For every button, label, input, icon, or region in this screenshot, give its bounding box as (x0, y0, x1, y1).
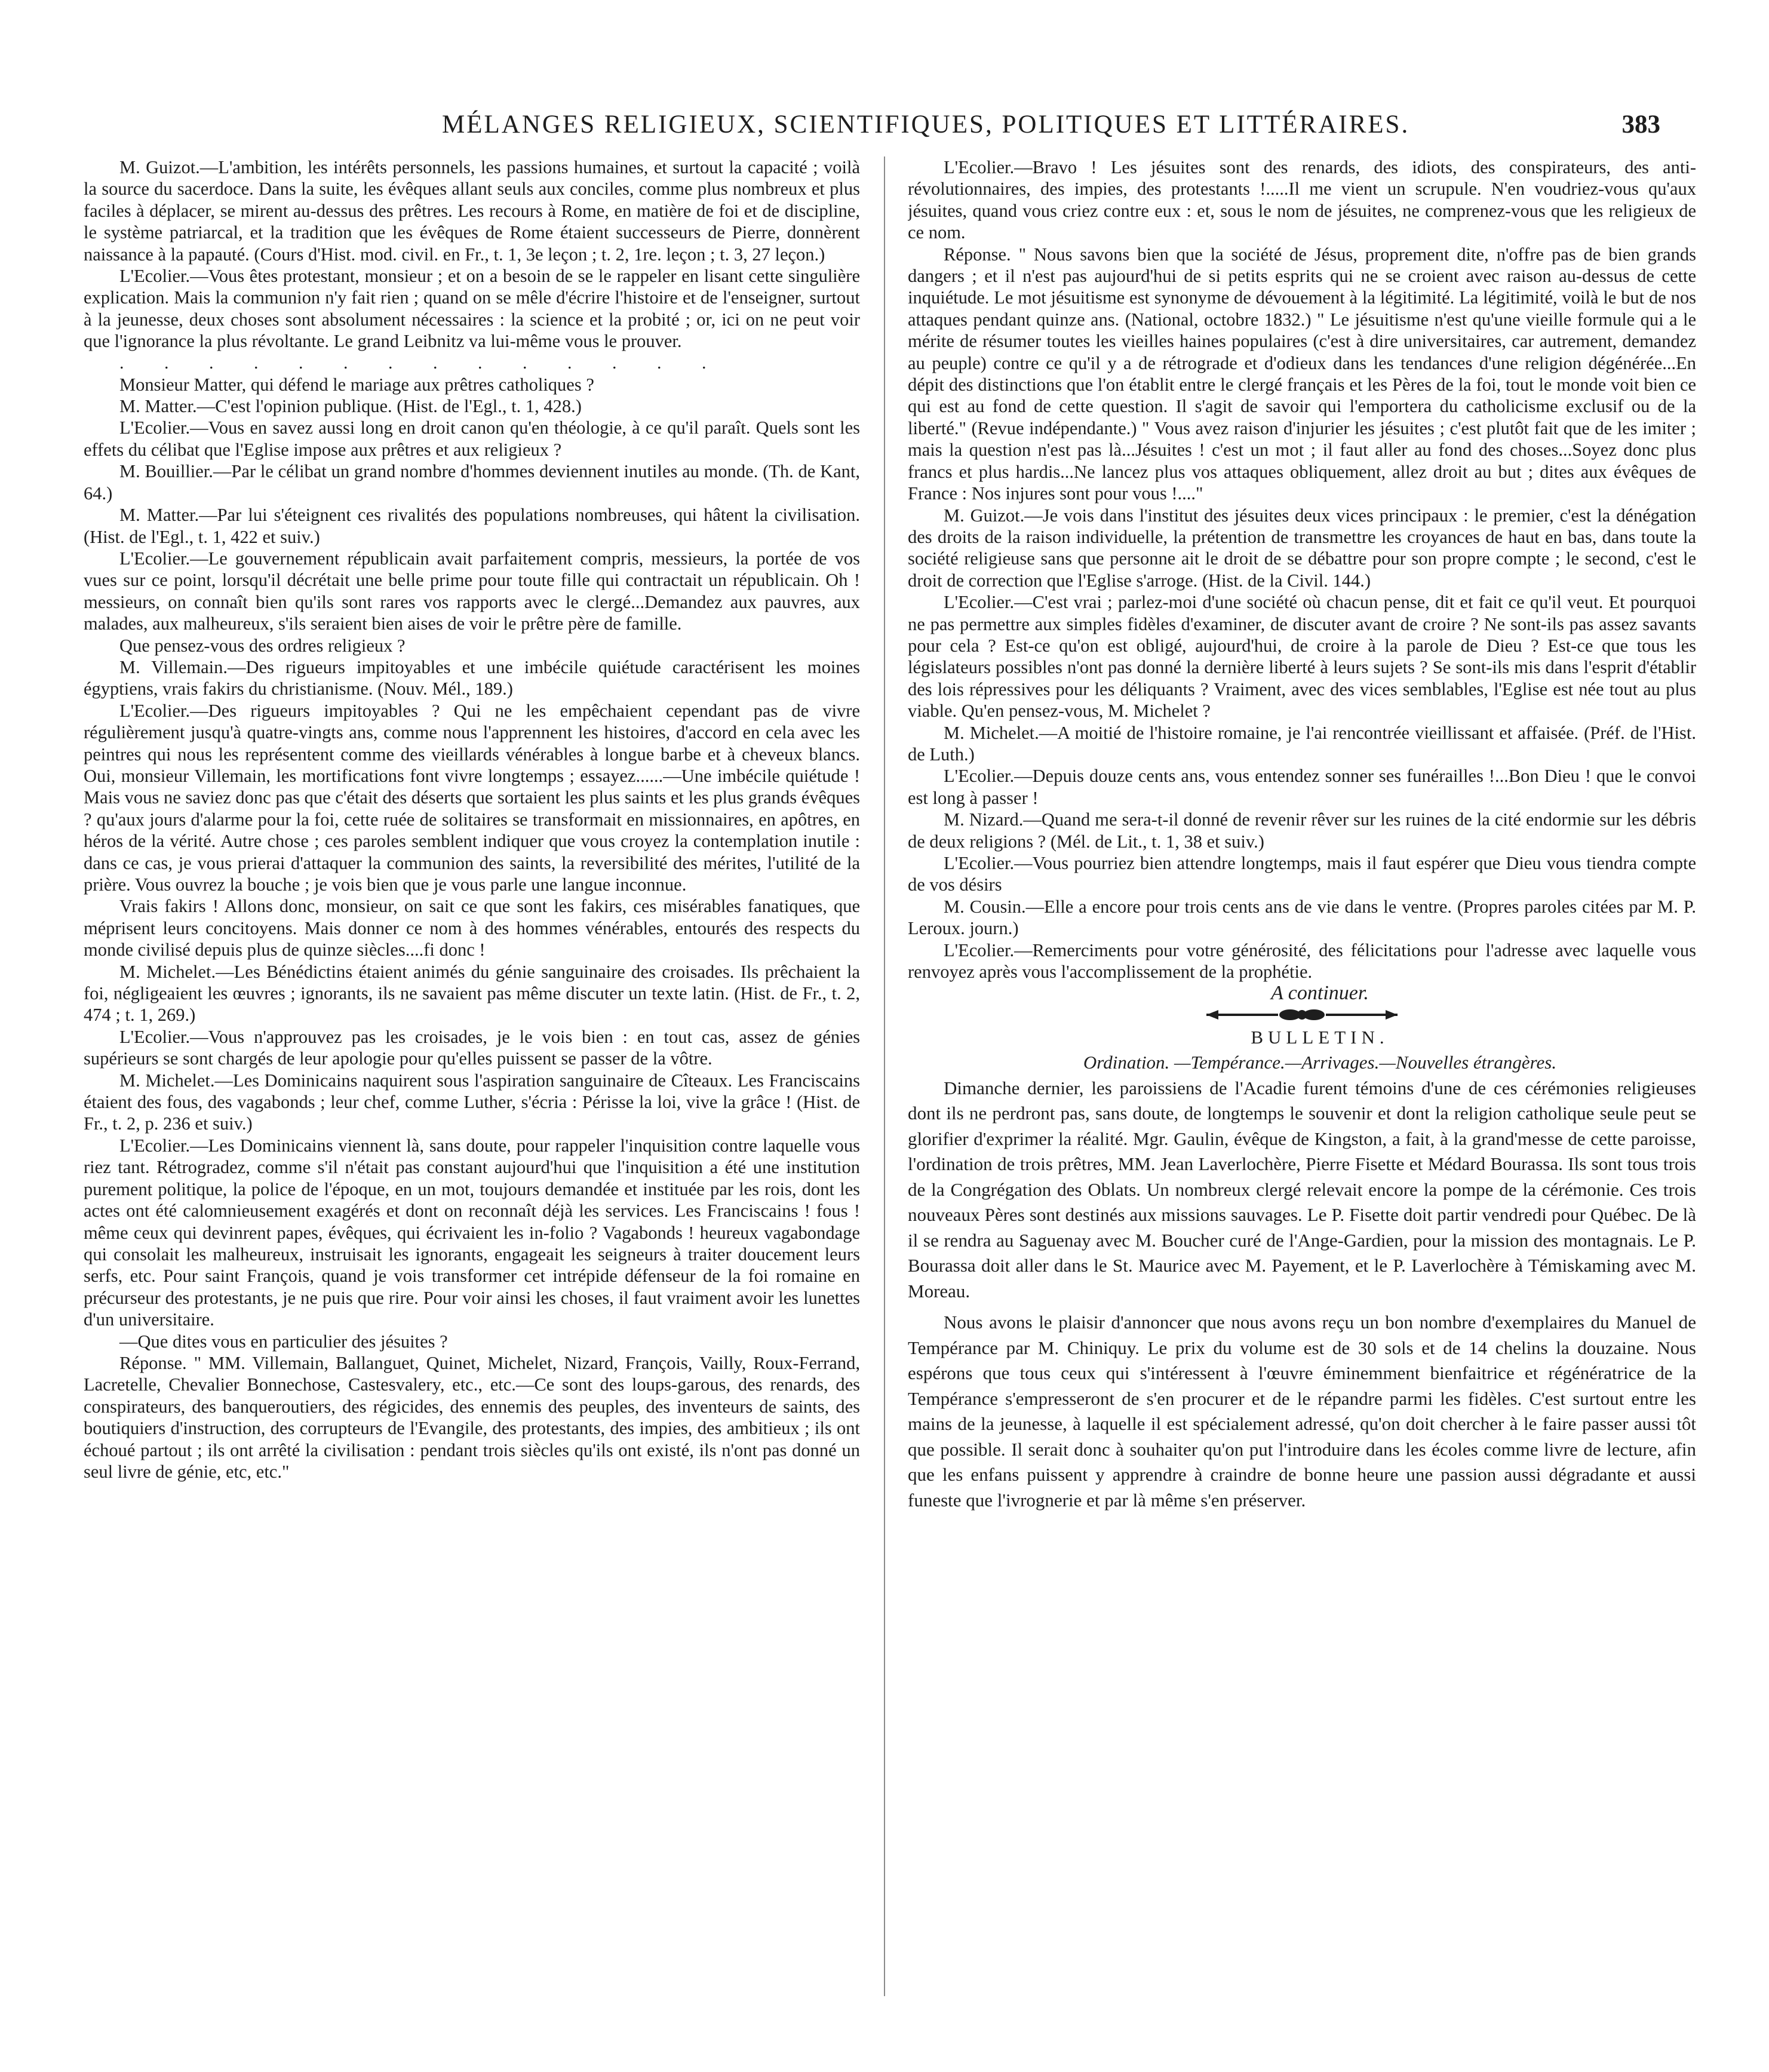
paragraph: L'Ecolier.—Des rigueurs impitoyables ? Qui ne les empêchaient cependant pas de vivre régulièrement jusqu'à quatre-vingts ans, comme nous l'apprennent les histoires, d'accord en cela avec les peintres qui nous les représentent comme des vieillards vénérables à longue barbe et à cheveux blancs. Oui, monsieur Villemain, les mortifications font vivre longtemps ; essayez......—Une imbécile quiétude ! Mais vous ne saviez donc pas que c'était des déserts que sortaient les plus saints et les plus grands évêques ? qu'aux jours d'alarme pour la foi, cette ruée de solitaires se transformait en missionnaires, en apôtres, en héros de la vérité. Autre chose ; ces paroles semblent indiquer que vous croyez la contemplation inutile : dans ce cas, je vous prierai d'attaquer la communion des saints, la reversibilité des mérites, l'utilité de la prière. Vous ouvrez la bouche ; je vois bien que je vous parle une langue inconnue. (84, 700, 860, 895)
paragraph: L'Ecolier.—Depuis douze cents ans, vous entendez sonner ses funérailles !...Bon Dieu ! que le convoi est long à passer ! (908, 766, 1696, 808)
paragraph: Réponse. " MM. Villemain, Ballanguet, Quinet, Michelet, Nizard, François, Vailly, Roux-Ferrand, Lacretelle, Chevalier Bonnechose, Castesvalery, etc., etc.—Ce sont des loups-garous, des renards, des conspirateurs, des banqueroutiers, des régicides, des ennemis des peuples, des inventeurs de saints, des boutiquiers d'instruction, des corrupteurs de l'Evangile, des protestants, des impies, des ambitieux ; ils ont échoué partout ; ils ont arrêté la civilisation : pendant trois siècles qu'ils ont existé, ils n'ont pas donné un seul livre de génie, etc, etc." (84, 1352, 860, 1482)
paragraph: M. Michelet.—Les Bénédictins étaient animés du génie sanguinaire des croisades. Ils prêchaient la foi, négligeaient les œuvres ; ignorants, ils ne savaient pas même discuter un texte latin. (Hist. de Fr., t. 2, 474 ; t. 1, 269.) (84, 961, 860, 1026)
paragraph: M. Michelet.—A moitié de l'histoire romaine, je l'ai rencontrée vieillissant et affaisée. (Préf. de l'Hist. de Luth.) (908, 722, 1696, 765)
paragraph: —Que dites vous en particulier des jésuites ? (119, 1331, 448, 1352)
paragraph: L'Ecolier.—C'est vrai ; parlez-moi d'une société où chacun pense, dit et fait ce qu'il veut. Et pourquoi ne pas permettre aux simples fidèles d'examiner, de discuter avant de croire ? Ne sont-ils pas assez savants pour cela ? Est-ce qu'on est obligé, aujourd'hui, de croire à la parole de Dieu ? Est-ce que tous les législateurs possibles n'ont pas donné la dernière liberté à leurs sujets ? Se sont-ils mis dans l'esprit d'établir des lois répressives pour les déliquants ? Vraiment, avec des vices semblables, l'Eglise est née tout au plus viable. Qu'en pensez-vous, M. Michelet ? (908, 592, 1696, 722)
bulletin-title: BULLETIN. (1251, 1026, 1389, 1048)
paragraph: L'Ecolier.—Remerciments pour votre générosité, des félicitations pour l'adresse avec laquelle vous renvoyez après vous l'accomplissement de la prophétie. (908, 940, 1696, 983)
paragraph: M. Guizot.—Je vois dans l'institut des jésuites deux vices principaux : le premier, c'est la dénégation des droits de la raison individuelle, la prétention de transmettre les croyances de haut en bas, dans toute la société religieuse sans que personne ait le droit de se débattre pour son propre compte ; le second, c'est le droit de correction que l'Eglise s'arroge. (Hist. de la Civil. 144.) (908, 505, 1696, 591)
ornament-divider-icon (1200, 1005, 1403, 1025)
paragraph: L'Ecolier.—Vous en savez aussi long en droit canon qu'en théologie, à ce qu'il paraît. Quels sont les effets du célibat que l'Eglise impose aux prêtres et aux religieux ? (84, 418, 860, 460)
continue-label: A continuer. (1271, 982, 1369, 1005)
paragraph: L'Ecolier.—Bravo ! Les jésuites sont des renards, des idiots, des conspirateurs, des anti-révolutionnaires, des impies, des protestants !.....Il me vient un scrupule. N'en voudriez-vous qu'aux jésuites, quand vous criez contre eux : et, sous le nom de jésuites, ne comprenez-vous que les religieux de ce nom. (908, 157, 1696, 243)
paragraph: L'Ecolier.—Les Dominicains viennent là, sans doute, pour rappeler l'inquisition contre laquelle vous riez tant. Rétrogradez, comme s'il n'était pas constant aujourd'hui que l'inquisition a été une institution purement politique, la police de l'époque, en un mot, toujours demandée et instituée par les rois, dont les actes ont été calomnieusement exagérés et dont on reconnaît déjà les services. Les Franciscains ! fous ! même ceux qui devinrent papes, évêques, qui écrivaient les in-folio ? Vagabonds ! heureux vagabondage qui consolait les malheureux, instruisait les ignorants, engageait les seigneurs à traiter doucement leurs serfs, etc. Pour saint François, quand je vois transformer cet intrépide défenseur de la foi romaine en précurseur des protestants, je ne puis que rire. Pour voir ainsi les choses, il faut vraiment avoir les lunettes d'un universitaire. (84, 1135, 860, 1330)
running-title: MÉLANGES RELIGIEUX, SCIENTIFIQUES, POLITIQUES ET LITTÉRAIRES. (442, 110, 1410, 139)
paragraph: M. Nizard.—Quand me sera-t-il donné de revenir rêver sur les ruines de la cité endormie sur les débris de deux religions ? (Mél. de Lit., t. 1, 38 et suiv.) (908, 809, 1696, 852)
paragraph: M. Matter.—C'est l'opinion publique. (Hist. de l'Egl., t. 1, 428.) (119, 396, 582, 417)
left-column (84, 156, 860, 1996)
paragraph: M. Villemain.—Des rigueurs impitoyables et une imbécile quiétude caractérisent les moines égyptiens, vrais fakirs du christianisme. (Nouv. Mél., 189.) (84, 656, 860, 699)
paragraph: Vrais fakirs ! Allons donc, monsieur, on sait ce que sont les fakirs, ces misérables fanatiques, que méprisent leurs concitoyens. Mais donner ce nom à des hommes vénérables, entourés des respects du monde civilisé depuis plus de quinze siècles....fi donc ! (84, 896, 860, 960)
bulletin-subtitle: Ordination. —Tempérance.—Arrivages.—Nouvelles étrangères. (1083, 1052, 1557, 1073)
paragraph: M. Michelet.—Les Dominicains naquirent sous l'aspiration sanguinaire de Cîteaux. Les Franciscains étaient des fous, des vagabonds ; leur chef, comme Luther, s'écria : Périsse la loi, vive la grâce ! (Hist. de Fr., t. 2, p. 236 et suiv.) (84, 1070, 860, 1134)
paragraph: Monsieur Matter, qui défend le mariage aux prêtres catholiques ? (119, 374, 594, 395)
ellipsis-separator: . . . . . . . . . . . . . . (119, 352, 724, 373)
paragraph: L'Ecolier.—Le gouvernement républicain avait parfaitement compris, messieurs, la portée de vos vues sur ce point, lorsqu'il décrétait une belle prime pour toute fille qui contractait un républicain. Oh ! messieurs, on connaît bien qu'ils sont rares vos rapports avec le clergé...Demandez aux pauvres, aux malades, aux malheureux, s'ils seraient bien aises de voir le prêtre père de famille. (84, 548, 860, 634)
bulletin-paragraph: Dimanche dernier, les paroissiens de l'Acadie furent témoins d'une de ces cérémonies religieuses dont ils ne perdront pas, sans doute, de longtemps le souvenir et dont la religion catholique seule peut se glorifier d'exprimer la réalité. Mgr. Gaulin, évêque de Kingston, a fait, à la grand'messe de cette paroisse, l'ordination de trois prêtres, MM. Jean Laverlochère, Pierre Fisette et Médard Bourassa. Ils sont tous trois de la Congrégation des Oblats. Un nombreux clergé relevait encore la pompe de la cérémonie. Ces trois nouveaux Pères sont destinés aux missions sauvages. Le P. Fisette doit partir vendredi pour Québec. De là il se rendra au Saguenay avec M. Boucher curé de l'Ange-Gardien, pour la mission des montagnais. Le P. Bourassa doit aller dans le St. Maurice avec M. Payement, et le P. Laverlochère à Témiskaming avec M. Moreau. (908, 1077, 1696, 1301)
paragraph: Réponse. " Nous savons bien que la société de Jésus, proprement dite, n'offre pas de bien grands dangers ; et il n'est pas aujourd'hui de si petits esprits qui ne se croient avec raison au-dessus de cette inquiétude. Le mot jésuitisme est synonyme de dévouement à la légitimité. La légitimité, voilà le but de nos attaques pendant quinze ans. (National, octobre 1832.) " Le jésuitisme n'est qu'une vieille formule qui a le mérite de résumer toutes les vieilles haines populaires (c'est à dire universitaires, car autrement, demandez au peuple) contre ce qu'il y a de rétrograde et d'odieux dans les tendances d'une religion dégénérée...En dépit des distinctions que l'on établit entre le clergé français et les Pères de la foi, tout le monde voit bien ce qui est au fond de cette question. Il s'agit de savoir qui l'emportera du catholicisme exclusif ou de la liberté." (Revue indépendante.) " Vous avez raison d'injurier les jésuites ; c'est plutôt fait que de les imiter ; mais la question n'est pas là...Jésuites ! c'est un mot ; il faut aller au fond des choses...Soyez donc plus francs et plus hardis...Ne lancez plus vos attaques obliquement, allez droit au but ; dites aux évêques de France : Nos injures sont pour vous !...." (908, 244, 1696, 504)
paragraph: M. Matter.—Par lui s'éteignent ces rivalités des populations nombreuses, qui hâtent la civilisation. (Hist. de l'Egl., t. 1, 422 et suiv.) (84, 505, 860, 547)
paragraph: L'Ecolier.—Vous êtes protestant, monsieur ; et on a besoin de se le rappeler en lisant cette singulière explication. Mais la communion n'y fait rien ; quand on se mêle d'écrire l'histoire et de l'enseigner, surtout à la jeunesse, deux choses sont absolument nécessaires : la science et la probité ; or, ici on ne peut voir que l'ignorance la plus révoltante. Le grand Leibnitz va lui-même vous le prouver. (84, 266, 860, 352)
paragraph: Que pensez-vous des ordres religieux ? (119, 635, 406, 656)
paragraph: M. Bouillier.—Par le célibat un grand nombre d'hommes deviennent inutiles au monde. (Th. de Kant, 64.) (84, 461, 860, 504)
right-column (908, 156, 1696, 2020)
column-divider (884, 156, 885, 1996)
paragraph: L'Ecolier.—Vous pourriez bien attendre longtemps, mais il faut espérer que Dieu vous tiendra compte de vos désirs (908, 853, 1696, 895)
page-number: 383 (1621, 110, 1660, 139)
paragraph: M. Cousin.—Elle a encore pour trois cents ans de vie dans le ventre. (Propres paroles citées par M. P. Leroux. journ.) (908, 896, 1696, 939)
page-header (96, 110, 1660, 148)
bulletin-section (908, 1025, 1696, 1514)
paragraph: M. Guizot.—L'ambition, les intérêts personnels, les passions humaines, et surtout la capacité ; voilà la source du sacerdoce. Dans la suite, les évêques allant seuls aux conciles, comme plus nombreux et plus faciles à déplacer, se mirent au-dessus des prêtres. Les recours à Rome, en matière de foi et de discipline, le système patriarcal, et la tradition que les évêques de Rome étaient successeurs de Pierre, donnèrent naissance à la papauté. (Cours d'Hist. mod. civil. en Fr., t. 1, 3e leçon ; t. 2, 1re. leçon ; t. 3, 27 leçon.) (84, 157, 860, 265)
bulletin-paragraph: Nous avons le plaisir d'annoncer que nous avons reçu un bon nombre d'exemplaires du Manuel de Tempérance par M. Chiniquy. Le prix du volume est de 30 sols et de 14 chelins la douzaine. Nous espérons que tous ceux qui s'intéressent à l'œuvre éminemment bienfaitrice et régénératrice de la Tempérance s'empresseront de s'en procurer et de le répandre parmi les fidèles. C'est surtout entre les mains de la jeunesse, à laquelle il est spécialement adressé, qu'on doit chercher à le faire passer aussi tôt que possible. Il serait donc à souhaiter qu'on put l'introduire dans les écoles comme livre de lecture, afin que les enfans puissent y apprendre à craindre de bonne heure une passion aussi dégradante et aussi funeste que l'ivrognerie et par là même s'en préserver. (908, 1312, 1696, 1511)
paragraph: L'Ecolier.—Vous n'approuvez pas les croisades, je le vois bien : en tout cas, assez de génies supérieurs se sont chargés de leur apologie pour qu'elles puissent se passer de la vôtre. (84, 1026, 860, 1069)
